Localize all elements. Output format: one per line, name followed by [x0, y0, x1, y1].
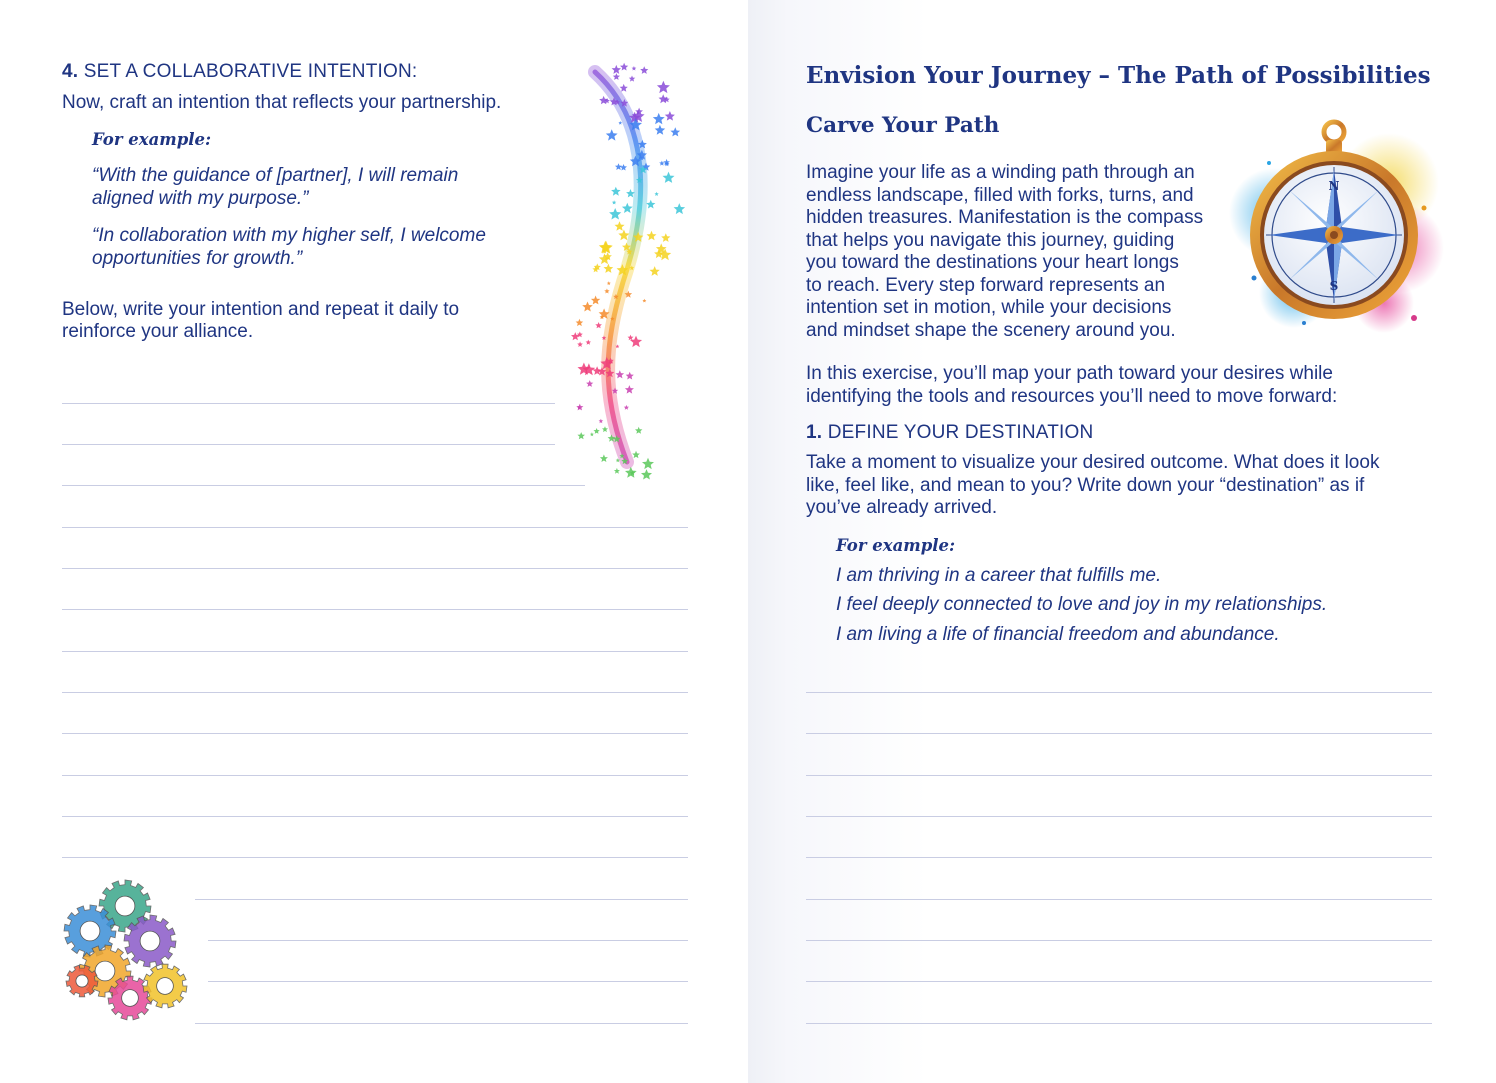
section-heading [62, 61, 417, 83]
exercise-intro-line-1: In this exercise, you’ll map your path toward your desires while [806, 363, 1333, 384]
instruction-line-2: reinforce your alliance. [62, 321, 254, 342]
example-2-line-1: “In collaboration with my higher self, I welcome [92, 225, 486, 246]
compass-south-label: S [1329, 279, 1339, 293]
writing-line[interactable] [208, 981, 688, 982]
example-2: I feel deeply connected to love and joy in my relationships. [836, 594, 1328, 615]
writing-line[interactable] [62, 816, 688, 817]
step-heading [806, 422, 1093, 444]
step-text-line-1: Take a moment to visualize your desired outcome. What does it look [806, 452, 1380, 473]
writing-line[interactable] [62, 568, 688, 569]
writing-line[interactable] [62, 609, 688, 610]
step-number: 1. [806, 422, 823, 443]
writing-line[interactable] [806, 1023, 1432, 1024]
exercise-intro-line-2: identifying the tools and resources you’ll need to move forward: [806, 386, 1338, 407]
example-label: For example: [92, 130, 212, 149]
paragraph-line-8: and mindset shape the scenery around you. [806, 320, 1176, 341]
instruction-line-1: Below, write your intention and repeat it daily to [62, 299, 460, 320]
example-1-line-1: “With the guidance of [partner], I will remain [92, 165, 459, 186]
writing-line[interactable] [195, 899, 688, 900]
writing-line[interactable] [62, 527, 688, 528]
step-text-line-3: you’ve already arrived. [806, 497, 998, 518]
example-1-line-2: aligned with my purpose.” [92, 188, 309, 209]
section-number: 4. [62, 61, 79, 82]
example-label: For example: [836, 536, 956, 555]
paragraph-line-1: Imagine your life as a winding path through an [806, 162, 1195, 183]
writing-line[interactable] [62, 857, 688, 858]
paragraph-line-5: you toward the destinations your heart longs [806, 252, 1179, 273]
writing-line[interactable] [62, 733, 688, 734]
example-1: I am thriving in a career that fulfills me. [836, 565, 1162, 586]
example-2-line-2: opportunities for growth.” [92, 248, 303, 269]
writing-line[interactable] [806, 816, 1432, 817]
writing-line[interactable] [62, 444, 555, 445]
compass-north-label: N [1328, 179, 1340, 193]
step-title: DEFINE YOUR DESTINATION [827, 422, 1094, 443]
writing-line[interactable] [195, 1023, 688, 1024]
rainbow-stars-icon [555, 52, 685, 492]
paragraph-line-2: endless landscape, filled with forks, turns, and [806, 185, 1194, 206]
writing-line[interactable] [208, 940, 688, 941]
right-page [748, 0, 1496, 1083]
example-3: I am living a life of financial freedom and abundance. [836, 624, 1280, 645]
writing-line[interactable] [806, 733, 1432, 734]
writing-line[interactable] [806, 981, 1432, 982]
writing-line[interactable] [62, 775, 688, 776]
writing-line[interactable] [62, 485, 585, 486]
writing-line[interactable] [806, 899, 1432, 900]
writing-line[interactable] [806, 857, 1432, 858]
paragraph-line-4: that helps you navigate this journey, guiding [806, 230, 1175, 251]
page-title: Envision Your Journey – The Path of Possibilities [806, 62, 1431, 89]
writing-line[interactable] [806, 692, 1432, 693]
writing-line[interactable] [806, 940, 1432, 941]
writing-line[interactable] [806, 775, 1432, 776]
step-text-line-2: like, feel like, and mean to you? Write down your “destination” as if [806, 475, 1365, 496]
writing-line[interactable] [62, 651, 688, 652]
writing-line[interactable] [62, 403, 555, 404]
intro-text: Now, craft an intention that reflects your partnership. [62, 92, 502, 113]
section-title: SET A COLLABORATIVE INTENTION: [83, 61, 418, 82]
colorful-gears-icon [60, 876, 190, 1026]
compass-icon [1234, 118, 1434, 348]
page-subtitle: Carve Your Path [806, 113, 1000, 138]
paragraph-line-7: intention set in motion, while your decisions [806, 297, 1172, 318]
paragraph-line-3: hidden treasures. Manifestation is the compass [806, 207, 1204, 228]
writing-line[interactable] [62, 692, 688, 693]
paragraph-line-6: to reach. Every step forward represents an [806, 275, 1166, 296]
